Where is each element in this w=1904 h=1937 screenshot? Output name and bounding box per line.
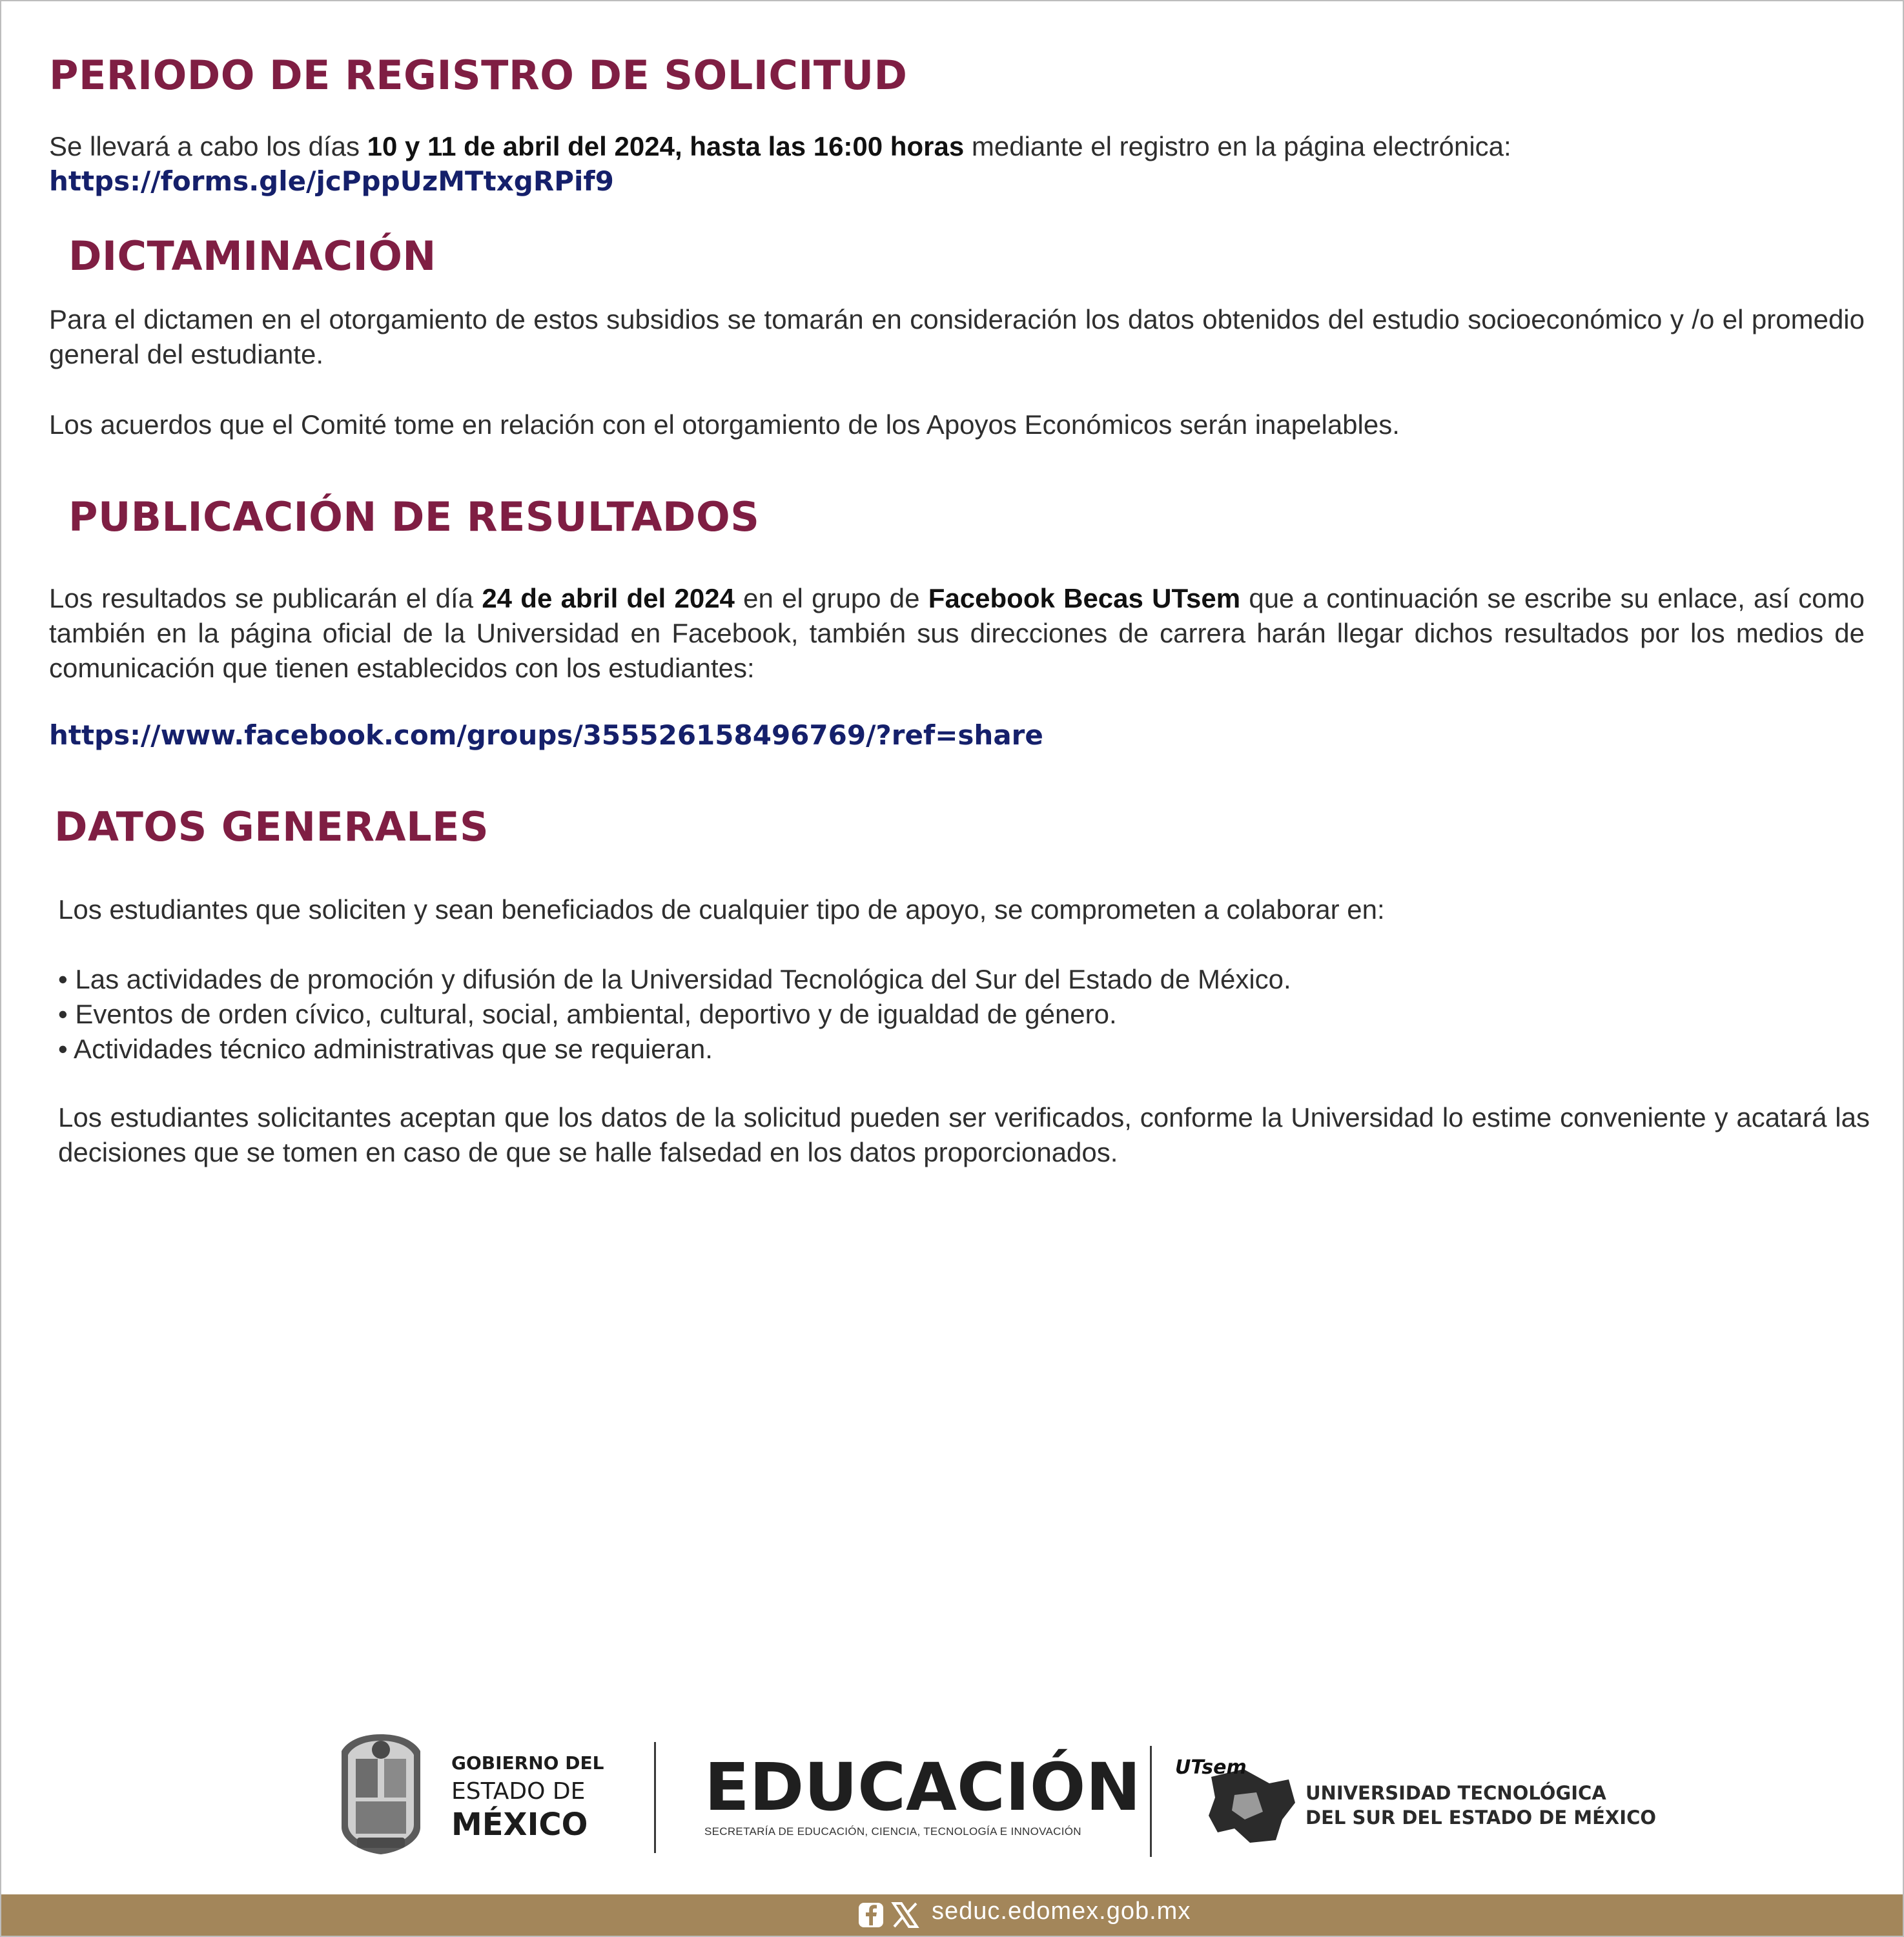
educacion-title: EDUCACIÓN [704, 1749, 1141, 1826]
section-title-publicacion: PUBLICACIÓN DE RESULTADOS [68, 493, 760, 540]
registro-text [49, 129, 1870, 164]
gobierno-line-3: MÉXICO [451, 1807, 588, 1843]
registro-form-link[interactable]: https://forms.gle/jcPppUzMTtxgRPif9 [49, 165, 614, 197]
publicacion-paragraph [49, 581, 1865, 686]
educacion-subtitle: SECRETARÍA DE EDUCACIÓN, CIENCIA, TECNOLOGÍA E INNOVACIÓN [704, 1825, 1081, 1838]
utsem-line-2: DEL SUR DEL ESTADO DE MÉXICO [1305, 1807, 1656, 1829]
section-title-datos-generales: DATOS GENERALES [54, 803, 489, 850]
publicacion-date: 24 de abril del 2024 [482, 583, 735, 613]
publicacion-text-1: Los resultados se publicarán el día [49, 583, 482, 613]
gobierno-line-2: ESTADO DE [451, 1778, 586, 1805]
dictaminacion-paragraph-2: Los acuerdos que el Comité tome en relación con el otorgamiento de los Apoyos Económicos serán inapelables. [49, 409, 1400, 440]
registro-text-pre: Se llevará a cabo los días [49, 131, 367, 161]
dictaminacion-paragraph-1: Para el dictamen en el otorgamiento de estos subsidios se tomarán en consideración los datos obtenidos del estudio socioeconómico y /o el promedio general del estudiante. [49, 304, 1865, 369]
list-item: • Las actividades de promoción y difusión de la Universidad Tecnológica del Sur del Estado de México. [58, 964, 1291, 994]
seduc-website-link[interactable]: seduc.edomex.gob.mx [932, 1898, 1191, 1925]
registro-dates: 10 y 11 de abril del 2024, hasta las 16:00 horas [367, 131, 965, 161]
logo-divider [1150, 1746, 1152, 1857]
publicacion-group: Facebook Becas UTsem [928, 583, 1241, 613]
datos-intro: Los estudiantes que soliciten y sean beneficiados de cualquier tipo de apoyo, se comprometen a colaborar en: [58, 894, 1385, 925]
footer-logos [1, 1719, 1903, 1874]
coat-of-arms-icon [327, 1730, 435, 1857]
gobierno-line-1: GOBIERNO DEL [451, 1752, 604, 1774]
facebook-icon[interactable] [858, 1902, 884, 1928]
list-item: • Eventos de orden cívico, cultural, social, ambiental, deportivo y de igualdad de género. [58, 999, 1117, 1029]
datos-bullet-list [58, 962, 1870, 1067]
list-item: • Actividades técnico administrativas que se requieran. [58, 1034, 713, 1064]
section-title-dictaminacion: DICTAMINACIÓN [68, 232, 436, 280]
datos-closing: Los estudiantes solicitantes aceptan que los datos de la solicitud pueden ser verificados, conforme la Universidad lo estime conveniente y acatará las decisiones que se tomen en caso de que se halle falsedad en los datos proporcionados. [58, 1102, 1870, 1167]
logo-divider [654, 1742, 656, 1853]
registro-text-post: mediante el registro en la página electrónica: [964, 131, 1511, 161]
utsem-logo-text: UTsem [1175, 1756, 1247, 1779]
x-icon[interactable] [891, 1902, 919, 1928]
facebook-group-link[interactable]: https://www.facebook.com/groups/355526158496769/?ref=share [49, 719, 1043, 751]
publicacion-text-2: en el grupo de [734, 583, 928, 613]
section-title-registro: PERIODO DE REGISTRO DE SOLICITUD [49, 52, 908, 99]
publicacion-text-3: que a continuación se escribe su enlace, así como también en la página oficial de la Universidad en Facebook, también sus direcciones de carrera harán llegar dichos resultados por los medios de comunicación que tienen establecidos con los estudiantes: [49, 583, 1865, 683]
utsem-line-1: UNIVERSIDAD TECNOLÓGICA [1305, 1782, 1606, 1804]
